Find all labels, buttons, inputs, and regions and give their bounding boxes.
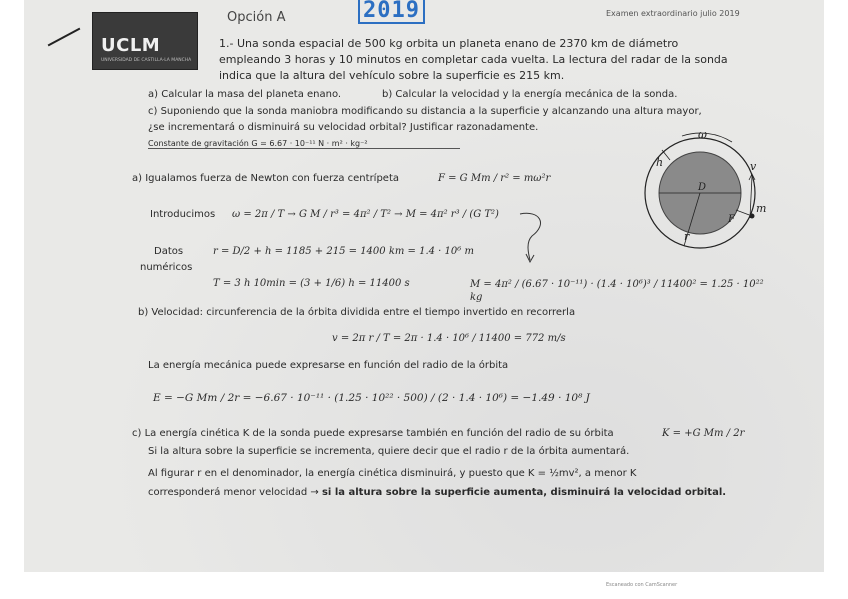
mass-result: M = 4π² / (6.67 · 10⁻¹¹) · (1.4 · 10⁶)³ / 11400² = 1.25 · 10²² kg bbox=[470, 279, 764, 303]
f-label: F bbox=[728, 214, 735, 225]
period-equation: T = 3 h 10min = (3 + 1/6) h = 11400 s bbox=[213, 278, 410, 289]
introducimos-label: Introducimos bbox=[150, 209, 216, 220]
height-line bbox=[662, 150, 670, 160]
handwritten-year: 2019 bbox=[358, 0, 425, 24]
exam-title: Examen extraordinario julio 2019 bbox=[606, 9, 740, 18]
r-label: r bbox=[684, 230, 690, 243]
problem-line-1: 1.- Una sonda espacial de 500 kg orbita un planeta enano de 2370 km de diámetro bbox=[219, 37, 679, 50]
problem-line-3: indica que la altura del vehículo sobre la superficie es 215 km. bbox=[219, 69, 565, 82]
velocity-equation: v = 2π r / T = 2π · 1.4 · 10⁶ / 11400 = 772 m/s bbox=[332, 333, 566, 344]
mass-derivation: ω = 2π / T → G M / r³ = 4π² / T² → M = 4π² r³ / (G T²) bbox=[232, 209, 499, 220]
omega-label: ω bbox=[698, 128, 707, 141]
energy-equation: E = −G Mm / 2r = −6.67 · 10⁻¹¹ · (1.25 · 10²² · 500) / (2 · 1.4 · 10⁶) = −1.49 · 10⁸ J bbox=[153, 392, 590, 404]
option-title: Opción A bbox=[227, 10, 286, 25]
conclusion-text: si la altura sobre la superficie aumenta, disminuirá la velocidad orbital. bbox=[321, 487, 727, 498]
solution-a-intro: a) Igualamos fuerza de Newton con fuerza centrípeta bbox=[132, 173, 400, 184]
numericos-label: numéricos bbox=[140, 262, 193, 273]
energy-intro: La energía mecánica puede expresarse en función del radio de la órbita bbox=[148, 360, 509, 371]
solution-c-line-4 bbox=[148, 487, 726, 498]
question-c-line-2: ¿se incrementará o disminuirá su velocidad orbital? Justificar razonadamente. bbox=[148, 122, 539, 133]
logo-text: UCLM bbox=[101, 35, 161, 56]
d-label: D bbox=[698, 182, 707, 193]
question-b: b) Calcular la velocidad y la energía mecánica de la sonda. bbox=[382, 89, 678, 100]
radius-equation: r = D/2 + h = 1185 + 215 = 1400 km = 1.4 · 10⁶ m bbox=[213, 246, 474, 257]
h-label: h bbox=[656, 156, 664, 169]
gravitation-constant: Constante de gravitación G = 6.67 · 10⁻¹¹ N · m² · kg⁻² bbox=[148, 139, 460, 149]
datos-label: Datos bbox=[154, 246, 184, 257]
hand-drawn-arrow bbox=[518, 210, 558, 264]
logo-subtitle: UNIVERSIDAD DE CASTILLA-LA MANCHA bbox=[101, 58, 192, 63]
question-c-line-1: c) Suponiendo que la sonda maniobra modificando su distancia a la superficie y alcanzando una altura mayor, bbox=[148, 106, 702, 117]
newton-equation: F = G Mm / r² = mω²r bbox=[438, 173, 551, 184]
v-label: v bbox=[750, 160, 757, 173]
probe-dot bbox=[750, 214, 755, 219]
solution-c-line-4a: corresponderá menor velocidad → bbox=[148, 487, 322, 498]
question-a: a) Calcular la masa del planeta enano. bbox=[148, 89, 342, 100]
solution-b-intro: b) Velocidad: circunferencia de la órbita dividida entre el tiempo invertido en recorrerla bbox=[138, 307, 576, 318]
force-arrow bbox=[736, 210, 752, 216]
omega-arc bbox=[682, 133, 732, 142]
solution-c-line-2: Si la altura sobre la superficie se incrementa, quiere decir que el radio r de la órbita aumentará. bbox=[148, 446, 630, 457]
m-label: m bbox=[756, 202, 767, 215]
solution-c-intro: c) La energía cinética K de la sonda puede expresarse también en función del radio de su órbita bbox=[132, 428, 614, 439]
scanner-watermark: Escaneado con CamScanner bbox=[606, 582, 678, 588]
uclm-logo bbox=[92, 12, 198, 70]
kinetic-energy-equation: K = +G Mm / 2r bbox=[662, 428, 745, 439]
solution-c-line-3: Al figurar r en el denominador, la energía cinética disminuirá, y puesto que K = ½mv², a menor K bbox=[148, 468, 637, 479]
orbit-diagram bbox=[640, 128, 780, 254]
problem-line-2: empleando 3 horas y 10 minutos en completar cada vuelta. La lectura del radar de la sonda bbox=[219, 53, 728, 66]
